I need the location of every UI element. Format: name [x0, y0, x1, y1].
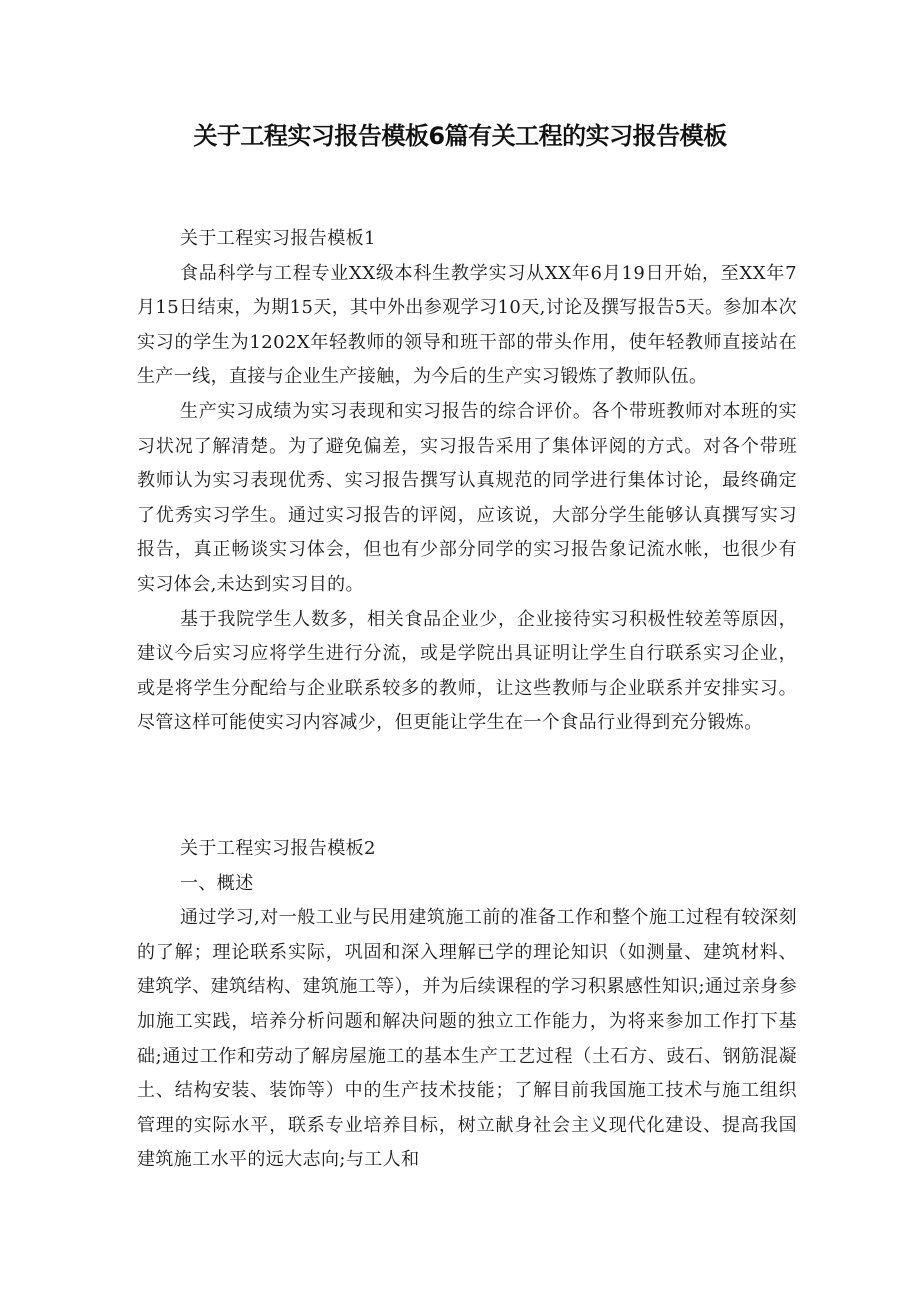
section-2 [137, 832, 797, 1178]
section-2-subheading: 一、概述 [180, 872, 254, 894]
document-title: 关于工程实习报告模板6篇有关工程的实习报告模板 [193, 122, 727, 150]
section-1-heading: 关于工程实习报告模板1 [180, 228, 376, 249]
section-1 [137, 222, 797, 741]
section-1-paragraph-2: 生产实习成绩为实习表现和实习报告的综合评价。各个带班教师对本班的实习状况了解清楚。为了避免偏差，实习报告采用了集体评阅的方式。对各个带班教师认为实习表现优秀、实习报告撰写认真规范的同学进行集体讨论，最终确定了优秀实习学生。通过实习报告的评阅，应该说，大部分学生能够认真撰写实习报告，真正畅谈实习体会，但也有少部分同学的实习报告象记流水帐，也很少有实习体会,未达到实习目的。 [137, 400, 797, 595]
section-2-heading: 关于工程实习报告模板2 [180, 838, 376, 859]
section-1-paragraph-3: 基于我院学生人数多，相关食品企业少，企业接待实习积极性较差等原因，建议今后实习应将学生进行分流，或是学院出具证明让学生自行联系实习企业，或是将学生分配给与企业联系较多的教师，让这些教师与企业联系并安排实习。尽管这样可能使实习内容减少，但更能让学生在一个食品行业得到充分锻炼。 [137, 608, 797, 734]
section-1-paragraph-1: 食品科学与工程专业XX级本科生教学实习从XX年6月19日开始，至XX年7月15日结束，为期15天，其中外出参观学习10天,讨论及撰写报告5天。参加本次实习的学生为1202X年轻教师的领导和班干部的带头作用，使年轻教师直接站在生产一线，直接与企业生产接触，为今后的生产实习锻炼了教师队伍。 [137, 262, 797, 388]
section-2-paragraph-1: 通过学习,对一般工业与民用建筑施工前的准备工作和整个施工过程有较深刻的了解；理论联系实际，巩固和深入理解已学的理论知识（如测量、建筑材料、建筑学、建筑结构、建筑施工等），并为后续课程的学习积累感性知识;通过亲身参加施工实践，培养分析问题和解决问题的独立工作能力，为将来参加工作打下基础;通过工作和劳动了解房屋施工的基本生产工艺过程（土石方、豉石、钢筋混凝土、结构安装、装饰等）中的生产技术技能；了解目前我国施工技术与施工组织管理的实际水平，联系专业培养目标，树立献身社会主义现代化建设、提高我国建筑施工水平的远大志向;与工人和 [137, 907, 797, 1171]
